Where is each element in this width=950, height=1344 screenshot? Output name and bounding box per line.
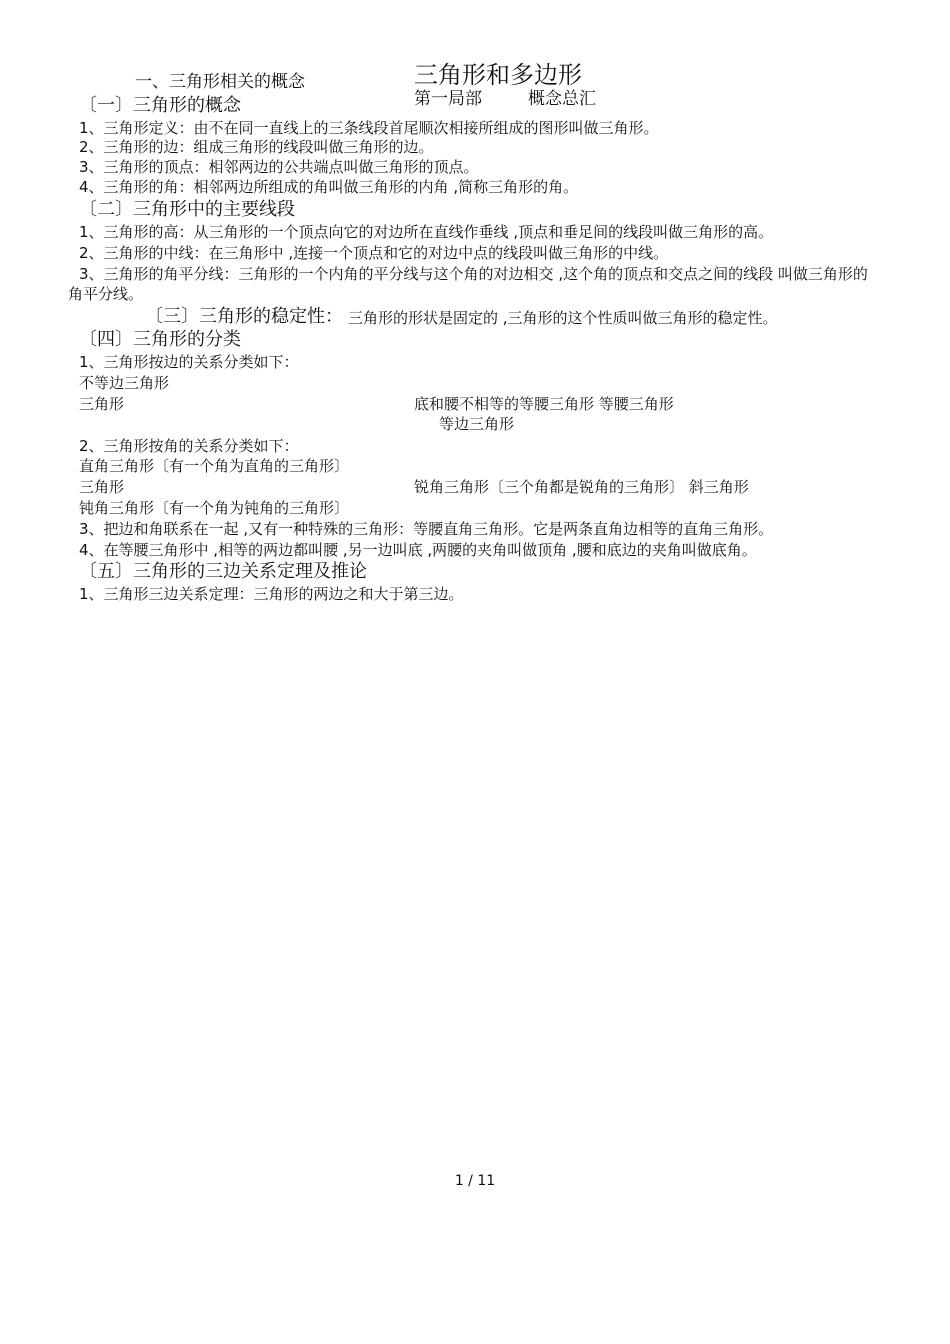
sides-theorem-item-1: 1、三角形三边关系定理：三角形的两边之和大于第三边。 [79,585,464,603]
chapter-heading: 一、三角形相关的概念 [135,72,305,92]
side-equilateral: 等边三角形 [439,415,515,433]
lines-item-2: 2、三角形的中线：在三角形中 ,连接一个顶点和它的对边中点的线段叫做三角形的中线。 [79,244,669,262]
concept-item-1: 1、三角形定义：由不在同一直线上的三条线段首尾顺次相接所组成的图形叫做三角形。 [79,119,659,137]
angle-obtuse: 钝角三角形〔有一个角为钝角的三角形〕 [79,499,350,517]
section-heading-stability: 〔三〕三角形的稳定性： [145,306,343,327]
section-heading-classification: 〔四〕三角形的分类 [79,329,241,350]
angle-classification-intro: 2、三角形按角的关系分类如下： [79,437,299,455]
concept-item-3: 3、三角形的顶点：相邻两边的公共端点叫做三角形的顶点。 [79,158,479,176]
section-heading-sides-theorem: 〔五〕三角形的三边关系定理及推论 [79,561,367,582]
classification-item-4: 4、在等腰三角形中 ,相等的两边都叫腰 ,另一边叫底 ,两腰的夹角叫做顶角 ,腰和底边的夹角叫做底角。 [79,541,757,559]
section-heading-concept: 〔一〕三角形的概念 [79,95,241,116]
side-scalene: 不等边三角形 [79,374,170,392]
angle-acute: 锐角三角形〔三个角都是锐角的三角形〕 斜三角形 [414,478,749,496]
lines-item-3: 3、三角形的角平分线：三角形的一个内角的平分线与这个角的对边相交 ,这个角的顶点和交点之间的线段 叫做三角形的角平分线。 [68,265,868,303]
part-label: 第一局部 [414,89,482,109]
side-root: 三角形 [79,395,125,413]
document-title: 三角形和多边形 [414,61,582,89]
angle-root: 三角形 [79,478,125,496]
section-heading-lines: 〔二〕三角形中的主要线段 [79,199,295,220]
classification-item-3: 3、把边和角联系在一起 ,又有一种特殊的三角形：等腰直角三角形。它是两条直角边相等的直角三角形。 [79,520,774,538]
stability-text: 三角形的形状是固定的 ,三角形的这个性质叫做三角形的稳定性。 [348,309,778,327]
concept-item-2: 2、三角形的边：组成三角形的线段叫做三角形的边。 [79,138,434,156]
lines-item-1: 1、三角形的高：从三角形的一个顶点向它的对边所在直线作垂线 ,顶点和垂足间的线段叫做三角形的高。 [79,223,774,241]
side-isosceles: 底和腰不相等的等腰三角形 等腰三角形 [414,395,674,413]
side-classification-intro: 1、三角形按边的关系分类如下： [79,353,299,371]
concept-item-4: 4、三角形的角：相邻两边所组成的角叫做三角形的内角 ,简称三角形的角。 [79,178,579,196]
part-name: 概念总汇 [528,89,596,109]
angle-right: 直角三角形〔有一个角为直角的三角形〕 [79,457,350,475]
page-number: 1 / 11 [454,1173,496,1189]
